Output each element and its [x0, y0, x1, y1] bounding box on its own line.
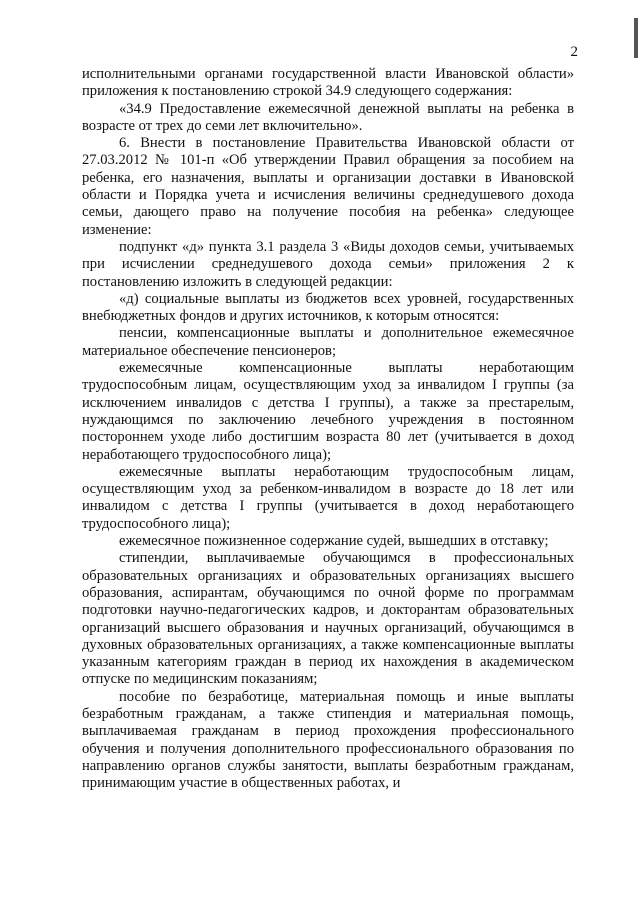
paragraph-unemployment: пособие по безработице, материальная помощь и иные выплаты безработным гражданам, а также стипендия и материальная помощь, выплачиваемая гражданам в период прохождения профессионального обучения и получения дополнительного профессионального образования по направлению органов службы занятости, выплаты безработным гражданам, принимающим участие в общественных работах, и: [82, 688, 574, 792]
paragraph-quote-34-9: «34.9 Предоставление ежемесячной денежной выплаты на ребенка в возрасте от трех до семи лет включительно».: [82, 100, 574, 134]
paragraph-pensions: пенсии, компенсационные выплаты и дополнительное ежемесячное материальное обеспечение пенсионеров;: [82, 325, 574, 359]
paragraph-stipends: стипендии, выплачиваемые обучающимся в профессиональных образовательных организациях и образовательных организациях высшего образования, аспирантам, обучающимся по очной форме по программам подготовки научно-педагогических кадров, и докторантам образовательных организаций высшего образования и научных организаций, обучающимся в духовных образовательных организациях, а также компенсационные выплаты указанным категориям граждан в период их нахождения в академическом отпуске по медицинским показаниям;: [82, 550, 574, 688]
paragraph-judges-allowance: ежемесячное пожизненное содержание судей, вышедших в отставку;: [119, 533, 549, 550]
scan-edge-mark: [634, 18, 638, 58]
paragraph-social-payments: «д) социальные выплаты из бюджетов всех уровней, государственных внебюджетных фондов и других источников, к которым относятся:: [82, 290, 574, 325]
page-number: 2: [570, 44, 578, 60]
paragraph-child-care-payments: ежемесячные выплаты неработающим трудоспособным лицам, осуществляющим уход за ребенком-инвалидом в возрасте до 18 лет или инвалидом с детства I группы (учитывается в доход неработающего трудоспособного лица);: [82, 463, 574, 532]
paragraph-item-6: 6. Внести в постановление Правительства Ивановской области от 27.03.2012 № 101-п «Об утверждении Правил обращения за пособием на ребенка, его назначения, выплаты и организации доставки в Ивановской области и Порядка учета и исчисления величины среднедушевого дохода семьи, дающего право на получение пособия на ребенка» следующее изменение:: [82, 135, 574, 238]
paragraph-continuation: исполнительными органами государственной власти Ивановской области» приложения к постановлению строкой 34.9 следующего содержания:: [82, 66, 574, 100]
document-body: [82, 66, 574, 792]
paragraph-compensation-payments: ежемесячные компенсационные выплаты неработающим трудоспособным лицам, осуществляющим уход за инвалидом I группы (за исключением инвалидов с детства I группы), а также за престарелым, нуждающимся по заключению лечебного учреждения в постоянном постороннем уходе либо достигшим возраста 80 лет (учитывается в доход неработающего трудоспособного лица);: [82, 360, 574, 463]
paragraph-subitem-d: подпункт «д» пункта 3.1 раздела 3 «Виды доходов семьи, учитываемых при исчислении среднедушевого дохода семьи» приложения 2 к постановлению изложить в следующей редакции:: [82, 238, 574, 290]
